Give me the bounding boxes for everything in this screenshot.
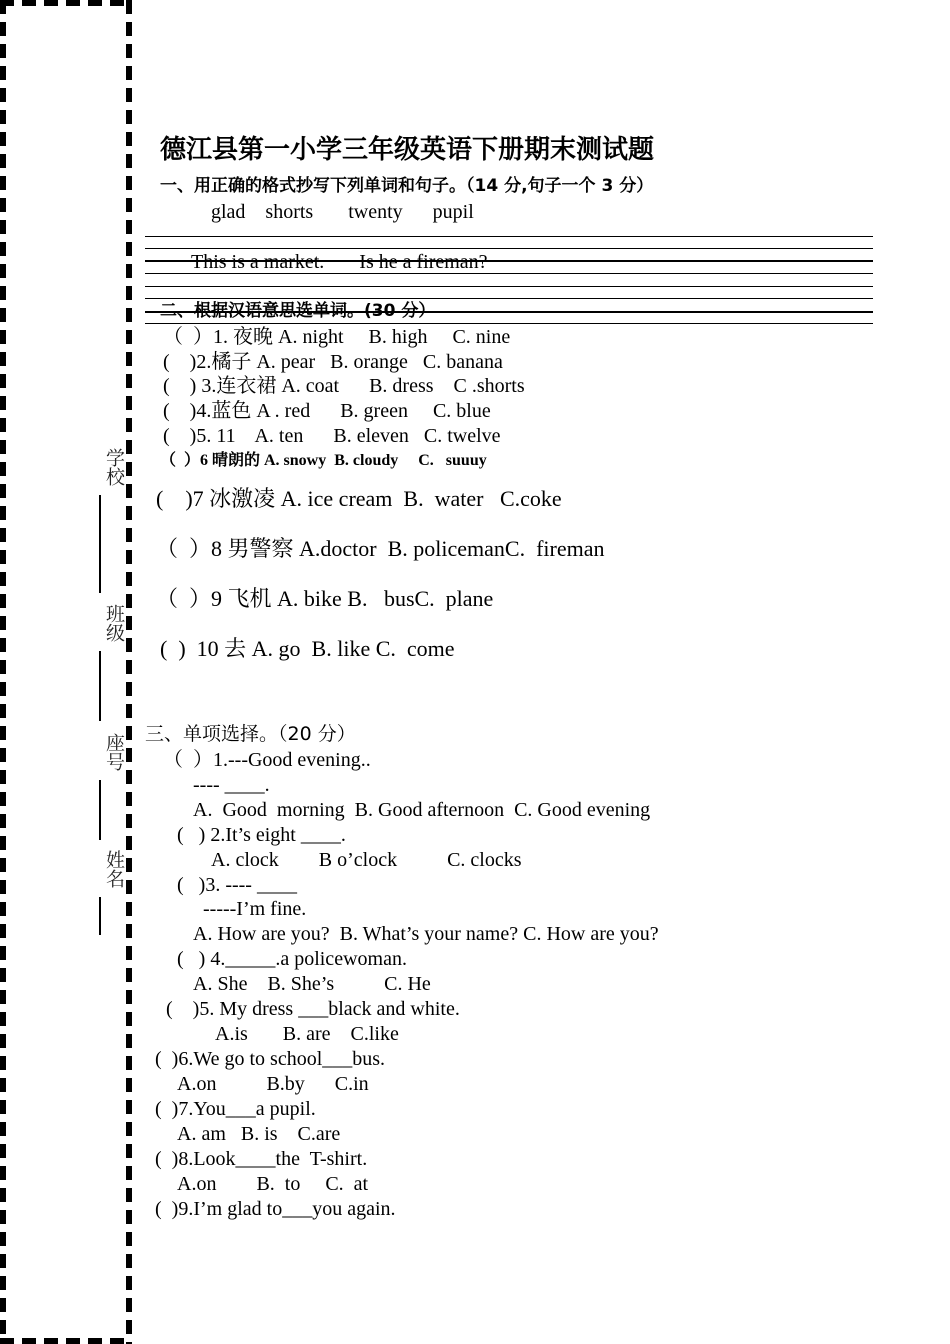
class-fill-line [99, 651, 101, 721]
mc-line: ( )8.Look____the T-shirt. [155, 1148, 368, 1170]
school-label: 学校 [103, 448, 125, 486]
mc-line: A. am B. is C.are [177, 1123, 341, 1145]
mc-line: A. How are you? B. What’s your name? C. How are you? [193, 923, 659, 945]
section1-heading: 一、用正确的格式抄写下列单词和句子。（14 分,句子一个 3 分） [160, 176, 654, 196]
binding-dashed-border-bottom [0, 1338, 132, 1344]
school-fill-line [99, 495, 101, 593]
mc-line: （ ）1.---Good evening.. [163, 749, 371, 771]
class-label: 班级 [103, 604, 125, 642]
seat-label: 座号 [103, 733, 125, 771]
name-label: 姓名 [103, 850, 125, 888]
vocab-item: （ ）9 飞机 A. bike B. busC. plane [156, 586, 494, 611]
mc-line: ( )6.We go to school___bus. [155, 1048, 386, 1070]
mc-line: ( ) 4._____.a policewoman. [177, 948, 407, 970]
mc-line: ( )3. ---- ____ [177, 874, 297, 896]
vocab-item: ( ) 10 去 A. go B. like C. come [160, 636, 455, 661]
vocab-item: ( )5. 11 A. ten B. eleven C. twelve [163, 425, 501, 447]
vocab-item: （ ）6 晴朗的 A. snowy B. cloudy C. suuuy [160, 452, 487, 469]
binding-dashed-border-right [126, 0, 132, 1344]
binding-dashed-border-left [0, 0, 6, 1344]
mc-line: -----I’m fine. [203, 898, 307, 920]
mc-line: ( ) 2.It’s eight ____. [177, 824, 346, 846]
mc-line: A.on B.by C.in [177, 1073, 369, 1095]
vocab-item: ( )2.橘子 A. pear B. orange C. banana [163, 351, 503, 373]
mc-line: A.on B. to C. at [177, 1173, 369, 1195]
writing-line [145, 236, 873, 237]
mc-line: ---- ____. [193, 774, 270, 796]
section1-words: glad shorts twenty pupil [211, 201, 474, 223]
section2-heading: 二、根据汉语意思选单词。(30 分） [160, 301, 436, 321]
vocab-item: ( ) 3.连衣裙 A. coat B. dress C .shorts [163, 375, 525, 397]
section1-sentences: This is a market. Is he a fireman? [191, 251, 488, 273]
binding-margin [0, 0, 132, 1344]
vocab-item: （ ）1. 夜晚 A. night B. high C. nine [163, 326, 511, 348]
writing-line [145, 323, 873, 324]
name-fill-line [99, 897, 101, 935]
mc-line: A. She B. She’s C. He [193, 973, 431, 995]
page-title: 德江县第一小学三年级英语下册期末测试题 [160, 135, 655, 165]
vocab-item: （ ）8 男警察 A.doctor B. policemanC. fireman [156, 536, 605, 561]
mc-line: A. Good morning B. Good afternoon C. Good evening [193, 799, 651, 821]
mc-line: A. clock B o’clock C. clocks [211, 849, 522, 871]
section3-heading: 三、单项选择。（20 分） [145, 723, 356, 745]
mc-line: ( )5. My dress ___black and white. [166, 998, 460, 1020]
vocab-item: ( )7 冰激凌 A. ice cream B. water C.coke [156, 486, 562, 511]
seat-fill-line [99, 780, 101, 840]
mc-line: A.is B. are C.like [215, 1023, 399, 1045]
mc-line: ( )7.You___a pupil. [155, 1098, 316, 1120]
writing-line [145, 273, 873, 274]
binding-dashed-border-top [0, 0, 132, 6]
mc-line: ( )9.I’m glad to___you again. [155, 1198, 396, 1220]
writing-line [145, 298, 873, 299]
writing-line [145, 248, 873, 249]
vocab-item: ( )4.蓝色 A . red B. green C. blue [163, 400, 491, 422]
writing-line [145, 286, 873, 287]
